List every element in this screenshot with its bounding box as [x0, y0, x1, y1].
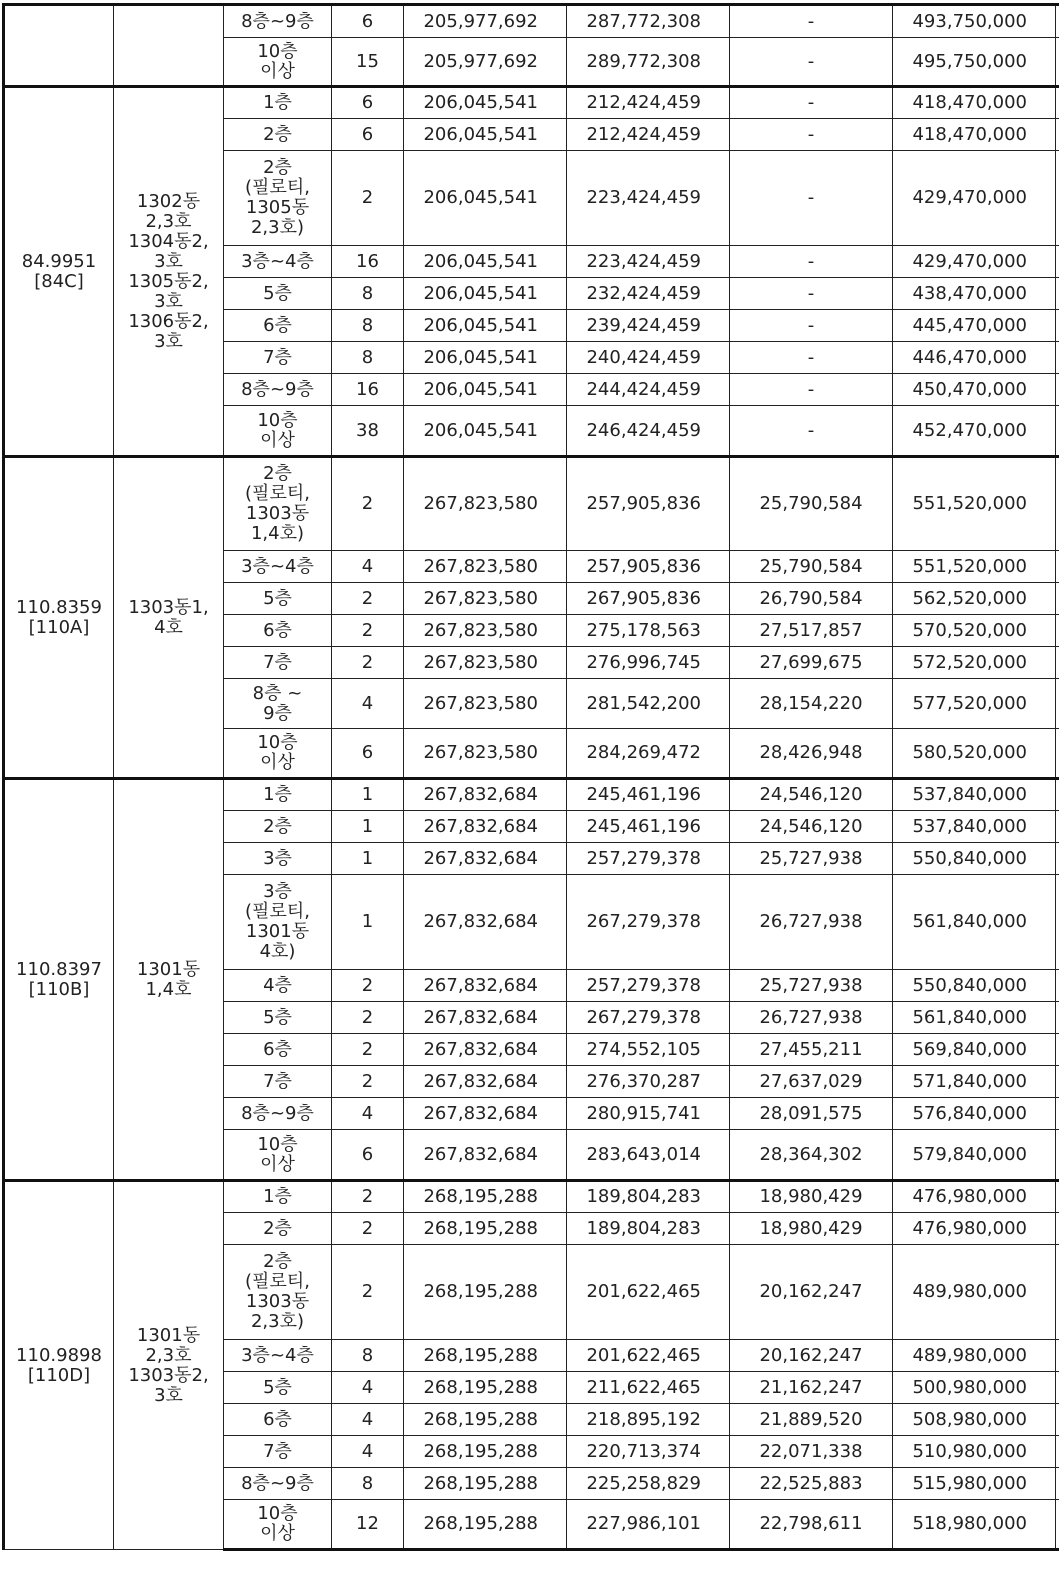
vat-cell: 24,546,120 [730, 779, 893, 811]
exclusive-area-cell [4, 5, 114, 87]
building-price-cell: 227,986,101 [567, 1500, 730, 1550]
total-price-cell: 579,840,000 [893, 1130, 1056, 1181]
extra-column-cell [1056, 729, 1059, 779]
unit-count-cell: 8 [332, 1468, 404, 1500]
total-price-cell: 446,470,000 [893, 342, 1056, 374]
building-price-cell: 267,279,378 [567, 875, 730, 970]
total-price-cell: 569,840,000 [893, 1034, 1056, 1066]
extra-column-cell [1056, 551, 1059, 583]
exclusive-area-cell: 84.9951 [84C] [4, 87, 114, 457]
vat-cell: 25,727,938 [730, 970, 893, 1002]
unit-count-cell: 1 [332, 875, 404, 970]
building-unit-cell [114, 5, 224, 87]
building-price-cell: 267,905,836 [567, 583, 730, 615]
unit-count-cell: 2 [332, 1034, 404, 1066]
building-price-cell: 283,643,014 [567, 1130, 730, 1181]
total-price-cell: 489,980,000 [893, 1245, 1056, 1340]
unit-count-cell: 4 [332, 679, 404, 729]
total-price-cell: 476,980,000 [893, 1181, 1056, 1213]
vat-cell: 21,162,247 [730, 1372, 893, 1404]
land-price-cell: 267,832,684 [404, 875, 567, 970]
extra-column-cell [1056, 875, 1059, 970]
vat-cell: 22,071,338 [730, 1436, 893, 1468]
extra-column-cell [1056, 1034, 1059, 1066]
floor-cell: 8층~9층 [224, 1468, 332, 1500]
floor-cell: 8층~9층 [224, 1098, 332, 1130]
floor-cell: 7층 [224, 1066, 332, 1098]
table-row [4, 87, 1059, 119]
unit-count-cell: 6 [332, 1130, 404, 1181]
building-price-cell: 189,804,283 [567, 1181, 730, 1213]
land-price-cell: 267,832,684 [404, 1098, 567, 1130]
floor-cell: 2층 [224, 811, 332, 843]
extra-column-cell [1056, 342, 1059, 374]
unit-count-cell: 16 [332, 374, 404, 406]
building-price-cell: 289,772,308 [567, 38, 730, 87]
unit-count-cell: 6 [332, 729, 404, 779]
building-price-cell: 245,461,196 [567, 811, 730, 843]
building-unit-cell: 1301동 1,4호 [114, 779, 224, 1181]
unit-count-cell: 4 [332, 551, 404, 583]
land-price-cell: 267,823,580 [404, 729, 567, 779]
total-price-cell: 510,980,000 [893, 1436, 1056, 1468]
unit-count-cell: 2 [332, 970, 404, 1002]
building-price-cell: 287,772,308 [567, 5, 730, 38]
total-price-cell: 577,520,000 [893, 679, 1056, 729]
extra-column-cell [1056, 5, 1059, 38]
unit-count-cell: 6 [332, 119, 404, 151]
floor-cell: 7층 [224, 342, 332, 374]
exclusive-area-cell: 110.8359 [110A] [4, 457, 114, 779]
unit-count-cell: 1 [332, 843, 404, 875]
total-price-cell: 571,840,000 [893, 1066, 1056, 1098]
vat-cell: 26,790,584 [730, 583, 893, 615]
vat-cell: - [730, 278, 893, 310]
unit-count-cell: 2 [332, 583, 404, 615]
building-price-cell: 276,996,745 [567, 647, 730, 679]
total-price-cell: 537,840,000 [893, 779, 1056, 811]
unit-count-cell: 4 [332, 1404, 404, 1436]
building-price-cell: 232,424,459 [567, 278, 730, 310]
floor-cell: 6층 [224, 1404, 332, 1436]
vat-cell: - [730, 246, 893, 278]
vat-cell: 28,154,220 [730, 679, 893, 729]
extra-column-cell [1056, 1098, 1059, 1130]
floor-cell: 10층 이상 [224, 38, 332, 87]
total-price-cell: 537,840,000 [893, 811, 1056, 843]
extra-column-cell [1056, 1404, 1059, 1436]
building-price-cell: 276,370,287 [567, 1066, 730, 1098]
vat-cell: 26,727,938 [730, 875, 893, 970]
building-price-cell: 275,178,563 [567, 615, 730, 647]
unit-count-cell: 12 [332, 1500, 404, 1550]
floor-cell: 2층 (필로티, 1303동 1,4호) [224, 457, 332, 551]
floor-cell: 5층 [224, 1002, 332, 1034]
total-price-cell: 476,980,000 [893, 1213, 1056, 1245]
total-price-cell: 418,470,000 [893, 119, 1056, 151]
total-price-cell: 551,520,000 [893, 457, 1056, 551]
floor-cell: 5층 [224, 1372, 332, 1404]
extra-column-cell [1056, 1181, 1059, 1213]
floor-cell: 5층 [224, 278, 332, 310]
floor-cell: 2층 (필로티, 1305동 2,3호) [224, 151, 332, 246]
extra-column-cell [1056, 310, 1059, 342]
land-price-cell: 267,823,580 [404, 551, 567, 583]
building-price-cell: 212,424,459 [567, 119, 730, 151]
total-price-cell: 561,840,000 [893, 875, 1056, 970]
total-price-cell: 429,470,000 [893, 246, 1056, 278]
land-price-cell: 268,195,288 [404, 1404, 567, 1436]
total-price-cell: 550,840,000 [893, 843, 1056, 875]
floor-cell: 7층 [224, 647, 332, 679]
land-price-cell: 267,823,580 [404, 583, 567, 615]
building-price-cell: 267,279,378 [567, 1002, 730, 1034]
floor-cell: 2층 (필로티, 1303동 2,3호) [224, 1245, 332, 1340]
vat-cell: 18,980,429 [730, 1213, 893, 1245]
land-price-cell: 267,832,684 [404, 811, 567, 843]
building-price-cell: 284,269,472 [567, 729, 730, 779]
land-price-cell: 267,832,684 [404, 1002, 567, 1034]
unit-count-cell: 8 [332, 1340, 404, 1372]
building-price-cell: 245,461,196 [567, 779, 730, 811]
vat-cell: 18,980,429 [730, 1181, 893, 1213]
building-price-cell: 201,622,465 [567, 1245, 730, 1340]
unit-count-cell: 4 [332, 1098, 404, 1130]
extra-column-cell [1056, 583, 1059, 615]
vat-cell: - [730, 38, 893, 87]
table-row [4, 779, 1059, 811]
extra-column-cell [1056, 1500, 1059, 1550]
extra-column-cell [1056, 246, 1059, 278]
vat-cell: 27,699,675 [730, 647, 893, 679]
building-price-cell: 189,804,283 [567, 1213, 730, 1245]
vat-cell: 25,727,938 [730, 843, 893, 875]
unit-count-cell: 2 [332, 1002, 404, 1034]
total-price-cell: 518,980,000 [893, 1500, 1056, 1550]
building-price-cell: 218,895,192 [567, 1404, 730, 1436]
land-price-cell: 206,045,541 [404, 278, 567, 310]
floor-cell: 3층~4층 [224, 246, 332, 278]
unit-count-cell: 6 [332, 87, 404, 119]
land-price-cell: 267,832,684 [404, 1130, 567, 1181]
unit-count-cell: 2 [332, 457, 404, 551]
vat-cell: 20,162,247 [730, 1245, 893, 1340]
floor-cell: 1층 [224, 1181, 332, 1213]
vat-cell: 20,162,247 [730, 1340, 893, 1372]
price-table [2, 3, 1059, 1551]
vat-cell: - [730, 374, 893, 406]
land-price-cell: 206,045,541 [404, 374, 567, 406]
floor-cell: 4층 [224, 970, 332, 1002]
building-price-cell: 212,424,459 [567, 87, 730, 119]
land-price-cell: 206,045,541 [404, 406, 567, 457]
extra-column-cell [1056, 151, 1059, 246]
floor-cell: 2층 [224, 1213, 332, 1245]
total-price-cell: 500,980,000 [893, 1372, 1056, 1404]
vat-cell: 21,889,520 [730, 1404, 893, 1436]
building-price-cell: 257,279,378 [567, 843, 730, 875]
floor-cell: 3층 [224, 843, 332, 875]
vat-cell: 27,517,857 [730, 615, 893, 647]
total-price-cell: 508,980,000 [893, 1404, 1056, 1436]
land-price-cell: 267,832,684 [404, 970, 567, 1002]
extra-column-cell [1056, 970, 1059, 1002]
land-price-cell: 268,195,288 [404, 1372, 567, 1404]
extra-column-cell [1056, 119, 1059, 151]
total-price-cell: 580,520,000 [893, 729, 1056, 779]
land-price-cell: 267,832,684 [404, 779, 567, 811]
vat-cell: - [730, 119, 893, 151]
land-price-cell: 268,195,288 [404, 1213, 567, 1245]
unit-count-cell: 2 [332, 1213, 404, 1245]
floor-cell: 3층~4층 [224, 551, 332, 583]
land-price-cell: 268,195,288 [404, 1436, 567, 1468]
extra-column-cell [1056, 1245, 1059, 1340]
extra-column-cell [1056, 457, 1059, 551]
total-price-cell: 495,750,000 [893, 38, 1056, 87]
price-table-body [4, 5, 1059, 1550]
floor-cell: 2층 [224, 119, 332, 151]
extra-column-cell [1056, 811, 1059, 843]
extra-column-cell [1056, 406, 1059, 457]
unit-count-cell: 4 [332, 1372, 404, 1404]
exclusive-area-cell: 110.8397 [110B] [4, 779, 114, 1181]
table-row [4, 5, 1059, 38]
land-price-cell: 268,195,288 [404, 1340, 567, 1372]
total-price-cell: 572,520,000 [893, 647, 1056, 679]
floor-cell: 8층~9층 [224, 374, 332, 406]
floor-cell: 10층 이상 [224, 729, 332, 779]
unit-count-cell: 15 [332, 38, 404, 87]
vat-cell: 22,798,611 [730, 1500, 893, 1550]
land-price-cell: 267,823,580 [404, 615, 567, 647]
unit-count-cell: 2 [332, 1066, 404, 1098]
vat-cell: - [730, 87, 893, 119]
building-price-cell: 246,424,459 [567, 406, 730, 457]
building-price-cell: 211,622,465 [567, 1372, 730, 1404]
total-price-cell: 550,840,000 [893, 970, 1056, 1002]
total-price-cell: 445,470,000 [893, 310, 1056, 342]
vat-cell: - [730, 310, 893, 342]
vat-cell: 25,790,584 [730, 551, 893, 583]
unit-count-cell: 2 [332, 151, 404, 246]
exclusive-area-cell: 110.9898 [110D] [4, 1181, 114, 1550]
land-price-cell: 268,195,288 [404, 1181, 567, 1213]
vat-cell: 27,637,029 [730, 1066, 893, 1098]
building-price-cell: 274,552,105 [567, 1034, 730, 1066]
total-price-cell: 576,840,000 [893, 1098, 1056, 1130]
unit-count-cell: 6 [332, 5, 404, 38]
total-price-cell: 515,980,000 [893, 1468, 1056, 1500]
vat-cell: 28,364,302 [730, 1130, 893, 1181]
floor-cell: 10층 이상 [224, 406, 332, 457]
total-price-cell: 418,470,000 [893, 87, 1056, 119]
vat-cell: 25,790,584 [730, 457, 893, 551]
vat-cell: 26,727,938 [730, 1002, 893, 1034]
unit-count-cell: 1 [332, 811, 404, 843]
land-price-cell: 206,045,541 [404, 119, 567, 151]
floor-cell: 6층 [224, 310, 332, 342]
building-price-cell: 257,905,836 [567, 551, 730, 583]
extra-column-cell [1056, 647, 1059, 679]
vat-cell: 27,455,211 [730, 1034, 893, 1066]
unit-count-cell: 38 [332, 406, 404, 457]
floor-cell: 1층 [224, 87, 332, 119]
extra-column-cell [1056, 1002, 1059, 1034]
building-price-cell: 201,622,465 [567, 1340, 730, 1372]
building-price-cell: 240,424,459 [567, 342, 730, 374]
vat-cell: 28,426,948 [730, 729, 893, 779]
floor-cell: 1층 [224, 779, 332, 811]
building-price-cell: 257,279,378 [567, 970, 730, 1002]
extra-column-cell [1056, 38, 1059, 87]
building-price-cell: 220,713,374 [567, 1436, 730, 1468]
building-unit-cell: 1303동1, 4호 [114, 457, 224, 779]
building-price-cell: 280,915,741 [567, 1098, 730, 1130]
land-price-cell: 267,823,580 [404, 679, 567, 729]
land-price-cell: 267,832,684 [404, 843, 567, 875]
total-price-cell: 551,520,000 [893, 551, 1056, 583]
vat-cell: - [730, 151, 893, 246]
total-price-cell: 429,470,000 [893, 151, 1056, 246]
extra-column-cell [1056, 278, 1059, 310]
floor-cell: 8층 ~ 9층 [224, 679, 332, 729]
floor-cell: 3층~4층 [224, 1340, 332, 1372]
building-price-cell: 223,424,459 [567, 151, 730, 246]
unit-count-cell: 4 [332, 1436, 404, 1468]
land-price-cell: 206,045,541 [404, 151, 567, 246]
building-price-cell: 281,542,200 [567, 679, 730, 729]
extra-column-cell [1056, 679, 1059, 729]
land-price-cell: 206,045,541 [404, 342, 567, 374]
unit-count-cell: 2 [332, 647, 404, 679]
land-price-cell: 206,045,541 [404, 310, 567, 342]
land-price-cell: 267,832,684 [404, 1066, 567, 1098]
building-unit-cell: 1302동 2,3호 1304동2, 3호 1305동2, 3호 1306동2, 3호 [114, 87, 224, 457]
floor-cell: 6층 [224, 615, 332, 647]
land-price-cell: 267,832,684 [404, 1034, 567, 1066]
unit-count-cell: 2 [332, 615, 404, 647]
land-price-cell: 206,045,541 [404, 246, 567, 278]
total-price-cell: 493,750,000 [893, 5, 1056, 38]
floor-cell: 7층 [224, 1436, 332, 1468]
extra-column-cell [1056, 615, 1059, 647]
floor-cell: 6층 [224, 1034, 332, 1066]
unit-count-cell: 2 [332, 1181, 404, 1213]
unit-count-cell: 16 [332, 246, 404, 278]
extra-column-cell [1056, 1213, 1059, 1245]
unit-count-cell: 8 [332, 310, 404, 342]
vat-cell: - [730, 5, 893, 38]
vat-cell: 28,091,575 [730, 1098, 893, 1130]
vat-cell: 24,546,120 [730, 811, 893, 843]
building-price-cell: 223,424,459 [567, 246, 730, 278]
unit-count-cell: 1 [332, 779, 404, 811]
building-unit-cell: 1301동 2,3호 1303동2, 3호 [114, 1181, 224, 1550]
extra-column-cell [1056, 1130, 1059, 1181]
vat-cell: 22,525,883 [730, 1468, 893, 1500]
table-row [4, 1181, 1059, 1213]
total-price-cell: 489,980,000 [893, 1340, 1056, 1372]
total-price-cell: 450,470,000 [893, 374, 1056, 406]
total-price-cell: 452,470,000 [893, 406, 1056, 457]
unit-count-cell: 8 [332, 278, 404, 310]
floor-cell: 8층~9층 [224, 5, 332, 38]
land-price-cell: 268,195,288 [404, 1245, 567, 1340]
land-price-cell: 268,195,288 [404, 1468, 567, 1500]
unit-count-cell: 8 [332, 342, 404, 374]
table-row [4, 457, 1059, 551]
total-price-cell: 570,520,000 [893, 615, 1056, 647]
land-price-cell: 206,045,541 [404, 87, 567, 119]
building-price-cell: 244,424,459 [567, 374, 730, 406]
extra-column-cell [1056, 87, 1059, 119]
extra-column-cell [1056, 1468, 1059, 1500]
land-price-cell: 205,977,692 [404, 38, 567, 87]
land-price-cell: 205,977,692 [404, 5, 567, 38]
extra-column-cell [1056, 843, 1059, 875]
total-price-cell: 561,840,000 [893, 1002, 1056, 1034]
extra-column-cell [1056, 1372, 1059, 1404]
building-price-cell: 239,424,459 [567, 310, 730, 342]
land-price-cell: 267,823,580 [404, 647, 567, 679]
extra-column-cell [1056, 1436, 1059, 1468]
floor-cell: 10층 이상 [224, 1500, 332, 1550]
extra-column-cell [1056, 374, 1059, 406]
extra-column-cell [1056, 1340, 1059, 1372]
floor-cell: 5층 [224, 583, 332, 615]
total-price-cell: 438,470,000 [893, 278, 1056, 310]
unit-count-cell: 2 [332, 1245, 404, 1340]
building-price-cell: 257,905,836 [567, 457, 730, 551]
floor-cell: 10층 이상 [224, 1130, 332, 1181]
total-price-cell: 562,520,000 [893, 583, 1056, 615]
land-price-cell: 267,823,580 [404, 457, 567, 551]
vat-cell: - [730, 406, 893, 457]
extra-column-cell [1056, 1066, 1059, 1098]
vat-cell: - [730, 342, 893, 374]
building-price-cell: 225,258,829 [567, 1468, 730, 1500]
extra-column-cell [1056, 779, 1059, 811]
land-price-cell: 268,195,288 [404, 1500, 567, 1550]
floor-cell: 3층 (필로티, 1301동 4호) [224, 875, 332, 970]
